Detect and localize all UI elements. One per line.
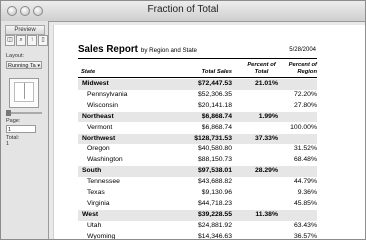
table-row xyxy=(78,144,317,155)
report-page xyxy=(53,25,366,240)
column-header-state: State xyxy=(81,69,96,75)
find-mode-icon[interactable]: ⌕ xyxy=(16,35,26,46)
cell-pct-region: 100.00% xyxy=(290,123,317,131)
page-slider[interactable] xyxy=(6,110,42,116)
cell-pct-total: 11.38% xyxy=(255,210,278,218)
cell-total: $88,150.73 xyxy=(197,156,232,164)
cell-state: Wyoming xyxy=(87,232,116,240)
layout-mode-icon[interactable]: ↑ xyxy=(27,35,37,46)
window-title: Fraction of Total xyxy=(147,4,219,15)
cell-total: $128,731.53 xyxy=(194,134,232,142)
cell-total: $72,447.53 xyxy=(197,80,232,87)
cell-state: Pennsylvania xyxy=(87,90,128,98)
cell-total: $6,868.74 xyxy=(201,112,232,120)
table-row xyxy=(78,199,317,210)
mode-tools xyxy=(5,35,48,45)
total-label: Total: xyxy=(6,135,20,141)
status-toolbar xyxy=(1,21,49,239)
column-header-pct-region: Percent of Region xyxy=(288,62,317,75)
cell-total: $24,881.92 xyxy=(197,221,232,229)
cell-pct-region: 72.20% xyxy=(293,90,317,98)
column-header-pct-total: Percent of Total xyxy=(247,62,276,75)
cell-state: Northeast xyxy=(82,112,114,120)
title-bar[interactable] xyxy=(1,1,365,22)
region-row xyxy=(78,112,317,123)
cell-total: $44,718.23 xyxy=(197,199,232,207)
table-row xyxy=(78,232,317,240)
cell-total: $9,130.96 xyxy=(201,189,232,196)
report-title-text: Sales Report xyxy=(78,44,138,55)
chevron-down-icon: ▾ xyxy=(37,63,40,69)
cell-pct-total: 1.99% xyxy=(258,112,278,120)
cell-state: Wisconsin xyxy=(87,101,118,109)
cell-state: Tennessee xyxy=(87,178,120,186)
cell-pct-region: 63.43% xyxy=(293,221,317,229)
table-row xyxy=(78,155,317,166)
report-title xyxy=(78,44,197,55)
region-row xyxy=(78,210,317,221)
cell-pct-region: 9.36% xyxy=(297,189,317,196)
cell-state: West xyxy=(82,210,99,218)
cell-state: Texas xyxy=(87,189,105,196)
cell-total: $40,580.80 xyxy=(197,145,232,153)
slider-track xyxy=(6,112,42,114)
report-date: 5/28/2004 xyxy=(289,47,316,53)
table-row xyxy=(78,177,317,188)
cell-total: $97,538.01 xyxy=(197,167,232,175)
column-header-total: Total Sales xyxy=(201,69,232,75)
cell-pct-region: 27.80% xyxy=(293,101,317,109)
region-row xyxy=(78,134,317,145)
page-label: Page: xyxy=(6,118,21,124)
cell-total: $6,868.74 xyxy=(201,123,232,131)
cell-pct-region: 31.52% xyxy=(293,145,317,153)
cell-pct-total: 21.01% xyxy=(254,80,278,87)
cell-state: Virginia xyxy=(87,199,110,207)
book-icon[interactable] xyxy=(9,78,39,108)
cell-state: Midwest xyxy=(82,80,109,87)
header-rule-bottom xyxy=(78,77,317,78)
table-row xyxy=(78,221,317,232)
cell-state: Northwest xyxy=(82,134,116,142)
cell-pct-region: 36.57% xyxy=(293,232,317,240)
cell-pct-total: 28.29% xyxy=(254,167,278,175)
layout-select[interactable] xyxy=(6,61,42,69)
report-subtitle: by Region and State xyxy=(140,47,197,54)
total-value: 1 xyxy=(6,141,10,147)
cell-state: Vermont xyxy=(87,123,113,131)
table-row xyxy=(78,188,317,199)
cell-total: $52,306.35 xyxy=(197,90,232,98)
slider-thumb[interactable] xyxy=(6,110,11,116)
book-leaf xyxy=(24,83,25,99)
region-row xyxy=(78,166,317,177)
region-row xyxy=(78,79,317,90)
cell-total: $14,346.63 xyxy=(197,232,232,240)
cell-state: South xyxy=(82,167,102,175)
table-row xyxy=(78,90,317,101)
preview-mode-icon[interactable]: ▯ xyxy=(38,35,48,46)
cell-state: Washington xyxy=(87,156,123,164)
layout-label: Layout: xyxy=(6,53,25,59)
cell-state: Utah xyxy=(87,221,102,229)
cell-total: $39,228.55 xyxy=(197,210,232,218)
layout-select-value: Running Ta xyxy=(8,63,36,69)
cell-pct-region: 68.48% xyxy=(293,156,317,164)
page-number-field[interactable]: 1 xyxy=(6,125,36,133)
mode-header: Preview xyxy=(5,25,45,35)
cell-pct-region: 44.79% xyxy=(293,178,317,186)
cell-pct-total: 37.33% xyxy=(254,134,278,142)
header-rule-top xyxy=(78,58,317,59)
cell-state: Oregon xyxy=(87,145,110,153)
cell-total: $43,688.82 xyxy=(197,178,232,186)
cell-total: $20,141.18 xyxy=(197,101,232,109)
table-row xyxy=(78,123,317,134)
browse-mode-icon[interactable]: ◫ xyxy=(5,35,15,46)
cell-pct-region: 45.85% xyxy=(293,199,317,207)
table-row xyxy=(78,101,317,112)
